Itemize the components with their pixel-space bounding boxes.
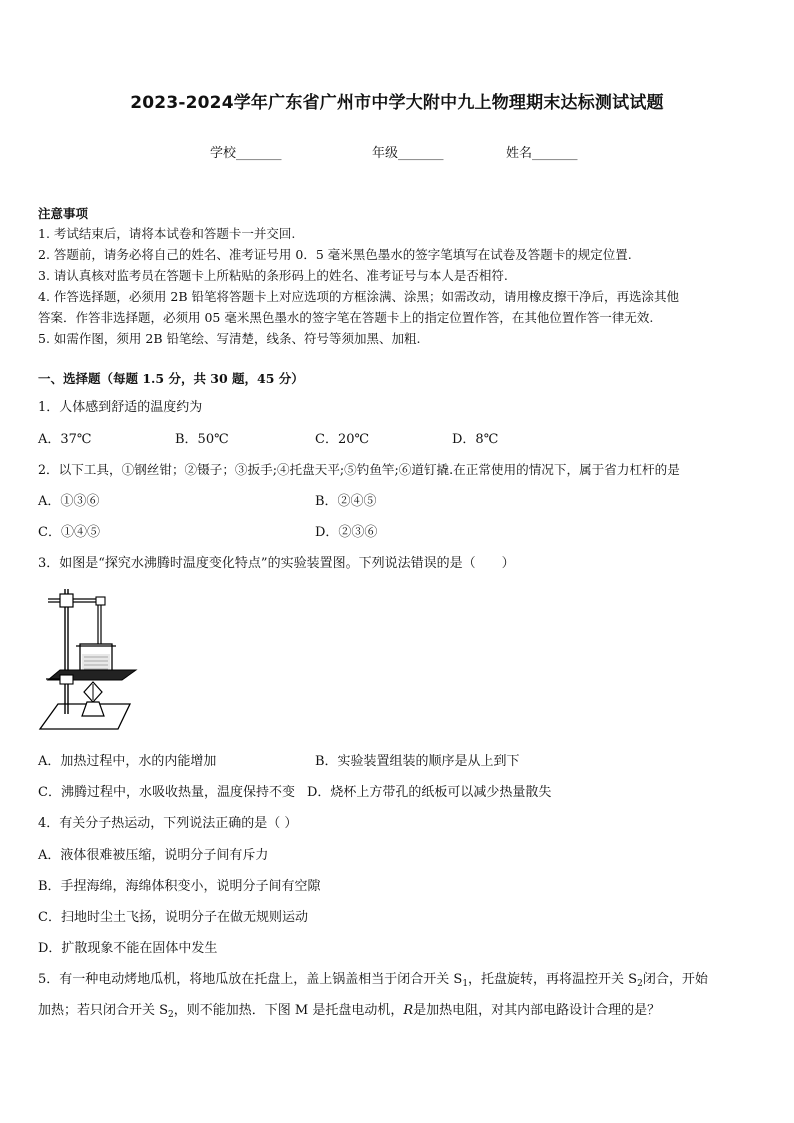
notice-item: 2. 答题前，请务必将自己的姓名、准考证号用 0．5 毫米黑色墨水的签字笔填写在试卷及答题卡的规定位置. [38,247,632,262]
question-1-option-b[interactable]: B．50℃ [175,432,229,447]
question-3-option-d[interactable]: D．烧杯上方带孔的纸板可以减少热量散失 [307,785,552,800]
grade-field[interactable]: 年级_______ [372,146,444,161]
question-4-option-c[interactable]: C．扫地时尘土飞扬，说明分子在做无规则运动 [38,910,308,925]
boiling-water-apparatus-figure [38,584,138,734]
question-2-option-d[interactable]: D．②③⑥ [315,525,378,540]
question-4-option-b[interactable]: B．手捏海绵，海绵体积变小，说明分子间有空隙 [38,879,321,894]
page-title: 2023-2024学年广东省广州市中学大附中九上物理期末达标测试试题 [130,93,664,113]
question-1-option-c[interactable]: C．20℃ [315,432,370,447]
question-3-option-b[interactable]: B．实验装置组装的顺序是从上到下 [315,754,520,769]
question-1-option-d[interactable]: D．8℃ [452,432,499,447]
notice-heading: 注意事项 [38,206,89,221]
question-4-stem: 4．有关分子热运动，下列说法正确的是（ ） [38,816,298,831]
question-2-stem: 2．以下工具，①钢丝钳；②镊子；③扳手;④托盘天平;⑤钓鱼竿;⑥道钉撬.在正常使用的情况下，属于省力杠杆的是 [38,462,680,477]
school-field[interactable]: 学校_______ [210,146,282,161]
notice-item: 答案．作答非选择题，必须用 05 毫米黑色墨水的签字笔在答题卡上的指定位置作答，在其他位置作答一律无效. [38,310,654,325]
section-heading: 一、选择题（每题 1.5 分，共 30 题，45 分） [38,371,304,386]
notice-item: 3. 请认真核对监考员在答题卡上所粘贴的条形码上的姓名、准考证号与本人是否相符. [38,268,508,283]
question-3-option-c[interactable]: C．沸腾过程中，水吸收热量，温度保持不变 [38,785,295,800]
question-2-option-b[interactable]: B．②④⑤ [315,494,377,509]
question-3-stem: 3．如图是“探究水沸腾时温度变化特点”的实验装置图。下列说法错误的是（ ） [38,556,515,571]
notice-item: 5. 如需作图，须用 2B 铅笔绘、写清楚，线条、符号等须加黑、加粗. [38,331,421,346]
question-5-stem-line1: 5．有一种电动烤地瓜机，将地瓜放在托盘上，盖上锅盖相当于闭合开关 $S_1$，托盘旋转，再将温控开关 $S_2$闭合，开始 [38,972,708,989]
question-2-option-a[interactable]: A．①③⑥ [38,494,100,509]
notice-item: 1. 考试结束后，请将本试卷和答题卡一并交回. [38,226,296,241]
question-1-option-a[interactable]: A．37℃ [38,432,92,447]
question-2-option-c[interactable]: C．①④⑤ [38,525,100,540]
question-3-option-a[interactable]: A．加热过程中，水的内能增加 [38,754,217,769]
question-4-option-a[interactable]: A．液体很难被压缩，说明分子间有斥力 [38,848,269,863]
name-field[interactable]: 姓名_______ [506,146,578,161]
question-4-option-d[interactable]: D．扩散现象不能在固体中发生 [38,941,218,956]
notice-item: 4. 作答选择题，必须用 2B 铅笔将答题卡上对应选项的方框涂满、涂黑；如需改动，请用橡皮擦干净后，再选涂其他 [38,289,679,304]
question-1-stem: 1．人体感到舒适的温度约为 [38,400,203,415]
question-5-stem-line2: 加热；若只闭合开关 $S_2$，则不能加热．下图 M 是托盘电动机，R是加热电阻，对其内部电路设计合理的是？ [38,1003,661,1020]
